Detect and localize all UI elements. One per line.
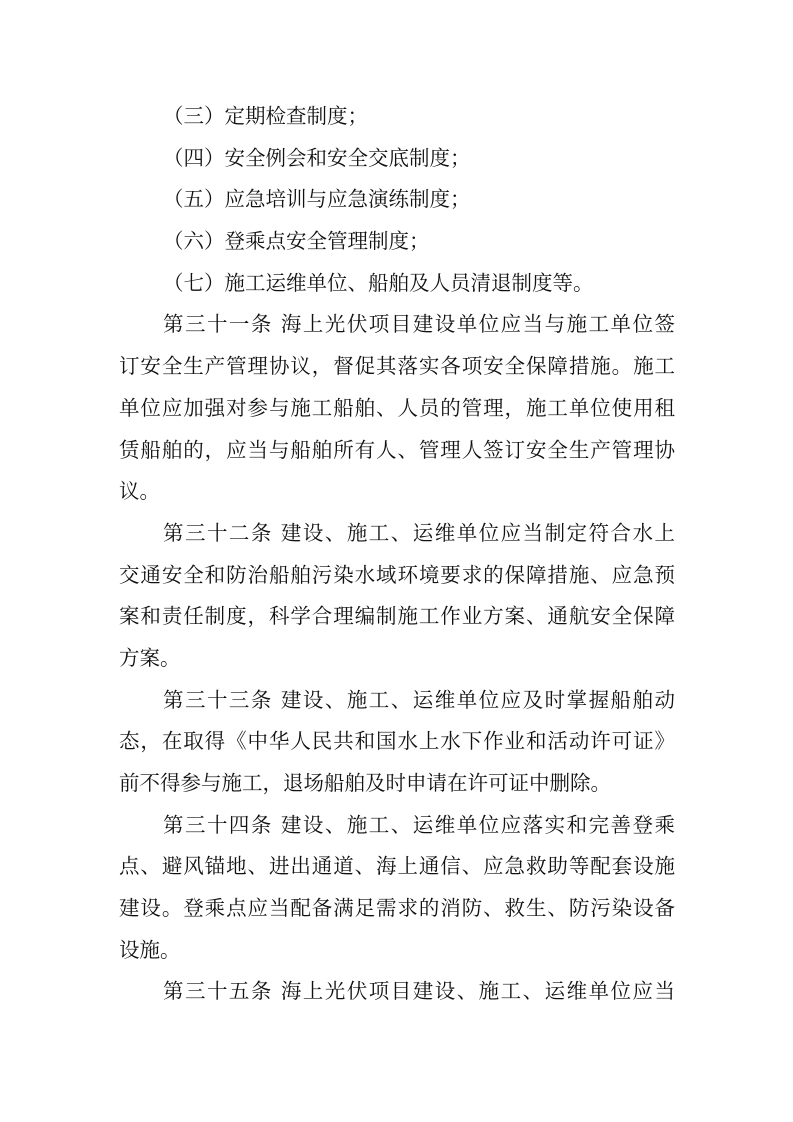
text-line: （五）应急培训与应急演练制度； (163, 187, 471, 212)
text-line: 态，在取得《中华人民共和国水上水下作业和活动许可证》 (119, 729, 675, 754)
text-line: 赁船舶的，应当与船舶所有人、管理人签订安全生产管理协 (119, 437, 675, 462)
text-line: 方案。 (119, 645, 181, 670)
list-item (119, 221, 675, 263)
list-item (119, 179, 675, 221)
text-line: 第三十一条 海上光伏项目建设单位应当与施工单位签 (163, 312, 675, 337)
article-paragraph (119, 513, 675, 680)
text-line: 案和责任制度，科学合理编制施工作业方案、通航安全保障 (119, 604, 675, 629)
list-item (119, 138, 675, 180)
text-line: 点、避风锚地、进出通道、海上通信、应急救助等配套设施 (119, 854, 675, 879)
text-line: 第三十二条 建设、施工、运维单位应当制定符合水上 (163, 520, 675, 545)
article-paragraph (119, 680, 675, 805)
article-paragraph (119, 971, 675, 1013)
text-line: 第三十五条 海上光伏项目建设、施工、运维单位应当 (163, 979, 675, 1004)
text-line: 议。 (119, 479, 160, 504)
text-line: 单位应加强对参与施工船舶、人员的管理，施工单位使用租 (119, 395, 675, 420)
list-item (119, 96, 675, 138)
text-line: 第三十三条 建设、施工、运维单位应及时掌握船舶动 (163, 687, 675, 712)
text-line: （七）施工运维单位、船舶及人员清退制度等。 (163, 270, 594, 295)
article-paragraph (119, 805, 675, 972)
text-line: 前不得参与施工，退场船舶及时申请在许可证中删除。 (119, 771, 611, 795)
article-paragraph (119, 304, 675, 512)
text-line: （四）安全例会和安全交底制度； (163, 145, 471, 170)
document-body (119, 96, 675, 1013)
text-line: 建设。登乘点应当配备满足需求的消防、救生、防污染设备 (119, 896, 675, 921)
text-line: 设施。 (119, 937, 181, 962)
text-line: 第三十四条 建设、施工、运维单位应落实和完善登乘 (163, 812, 675, 837)
text-line: 交通安全和防治船舶污染水域环境要求的保障措施、应急预 (119, 562, 675, 587)
text-line: 订安全生产管理协议，督促其落实各项安全保障措施。施工 (119, 354, 675, 379)
text-line: （六）登乘点安全管理制度； (163, 229, 430, 254)
text-line: （三）定期检查制度； (163, 104, 368, 128)
list-item (119, 263, 675, 305)
